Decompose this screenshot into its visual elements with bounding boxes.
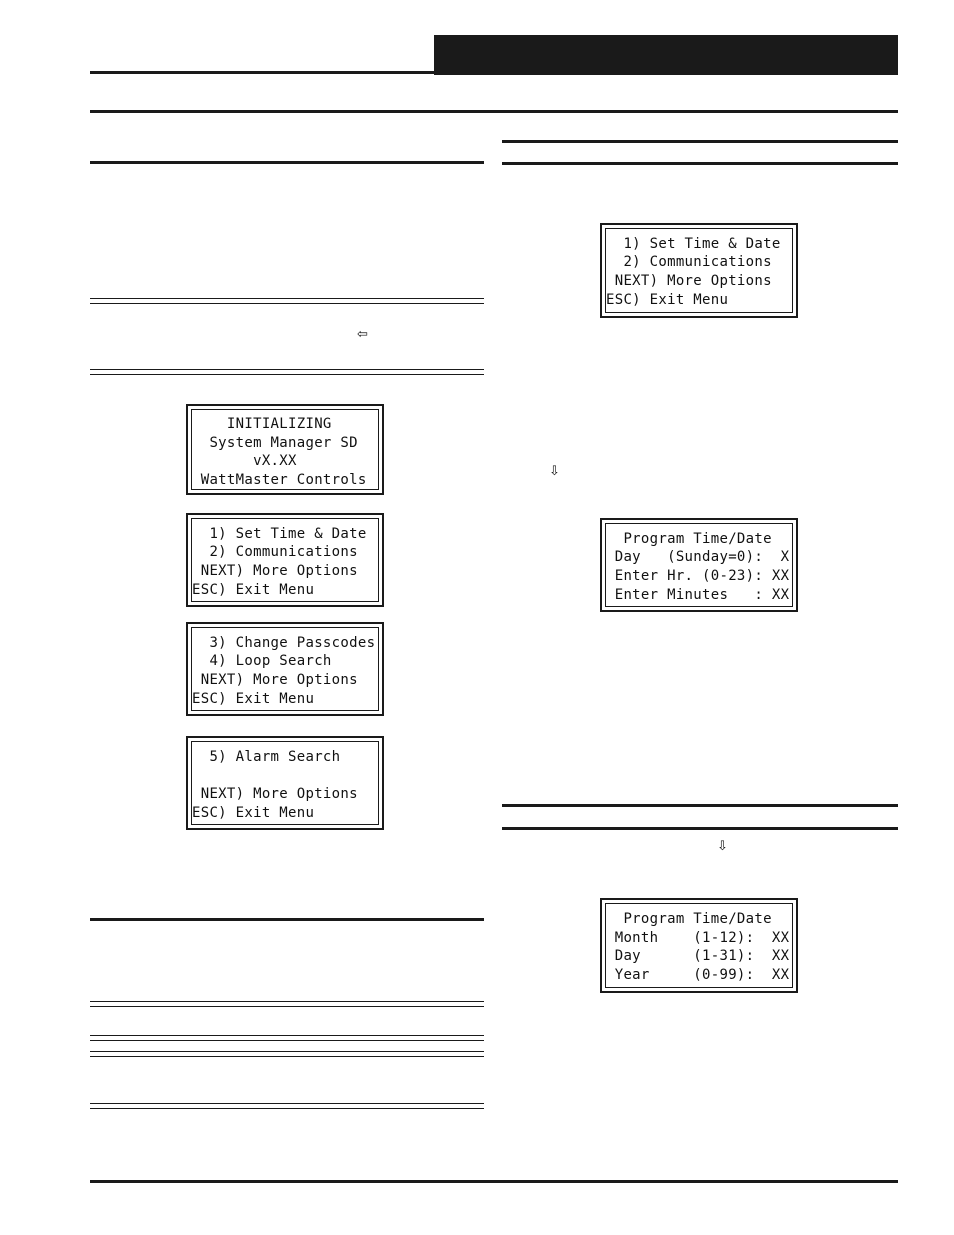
lcd-line: NEXT) More Options xyxy=(192,672,358,688)
lcd-line: INITIALIZING xyxy=(192,416,332,432)
right-section-rule-2 xyxy=(502,162,898,165)
lcd-line: NEXT) More Options xyxy=(192,786,358,802)
table-rule xyxy=(90,1040,484,1041)
down-arrow-icon: ⇩ xyxy=(549,464,560,479)
lcd-line: ESC) Exit Menu xyxy=(192,582,315,598)
lcd-line: WattMaster Controls xyxy=(192,472,367,488)
lcd-line: System Manager SD xyxy=(192,435,358,451)
down-arrow-icon: ⇩ xyxy=(717,839,728,854)
lcd-line: Month (1-12): XX xyxy=(606,930,790,946)
lcd-line: Program Time/Date xyxy=(606,531,772,547)
lcd-initializing-screen xyxy=(186,404,384,495)
lcd-line: 4) Loop Search xyxy=(192,653,332,669)
left-section-rule xyxy=(90,161,484,164)
note-bottom-rule-2 xyxy=(90,374,484,375)
table-rule xyxy=(90,1056,484,1057)
table-rule xyxy=(90,1001,484,1002)
right-section-rule-3 xyxy=(502,804,898,807)
table-rule xyxy=(90,1108,484,1109)
section-rule xyxy=(90,110,898,113)
lcd-program-date-screen xyxy=(600,898,798,993)
right-section-rule xyxy=(502,140,898,143)
table-rule xyxy=(90,1035,484,1036)
lcd-line: ESC) Exit Menu xyxy=(192,691,315,707)
lcd-line: Enter Hr. (0-23): XX xyxy=(606,568,790,584)
lcd-line: 3) Change Passcodes xyxy=(192,635,376,651)
footer-rule xyxy=(90,1180,898,1183)
left-arrow-icon: ⇦ xyxy=(357,327,368,342)
lcd-line: ESC) Exit Menu xyxy=(606,292,729,308)
lcd-line: Year (0-99): XX xyxy=(606,967,790,983)
lcd-line: Day (1-31): XX xyxy=(606,948,790,964)
note-bottom-rule xyxy=(90,369,484,370)
left-section-rule-2 xyxy=(90,918,484,921)
header-title-bar xyxy=(434,35,898,75)
lcd-line: NEXT) More Options xyxy=(606,273,772,289)
lcd-menu1-right-screen xyxy=(600,223,798,318)
lcd-line: Enter Minutes : XX xyxy=(606,587,790,603)
note-top-rule xyxy=(90,298,484,299)
lcd-line: 5) Alarm Search xyxy=(192,749,341,765)
note-top-rule-2 xyxy=(90,303,484,304)
lcd-line: NEXT) More Options xyxy=(192,563,358,579)
lcd-line: vX.XX xyxy=(192,453,297,469)
lcd-line: 1) Set Time & Date xyxy=(606,236,781,252)
lcd-line: ESC) Exit Menu xyxy=(192,805,315,821)
lcd-menu3-screen xyxy=(186,736,384,830)
lcd-menu1-screen xyxy=(186,513,384,607)
lcd-line: Program Time/Date xyxy=(606,911,772,927)
lcd-line: 2) Communications xyxy=(606,254,772,270)
lcd-program-time-screen xyxy=(600,518,798,612)
lcd-menu2-screen xyxy=(186,622,384,716)
table-rule xyxy=(90,1103,484,1104)
header-top-rule xyxy=(90,71,434,74)
lcd-line: 1) Set Time & Date xyxy=(192,526,367,542)
table-rule xyxy=(90,1006,484,1007)
table-rule xyxy=(90,1051,484,1052)
lcd-line: 2) Communications xyxy=(192,544,358,560)
lcd-line: Day (Sunday=0): X xyxy=(606,549,790,565)
right-section-rule-4 xyxy=(502,827,898,830)
